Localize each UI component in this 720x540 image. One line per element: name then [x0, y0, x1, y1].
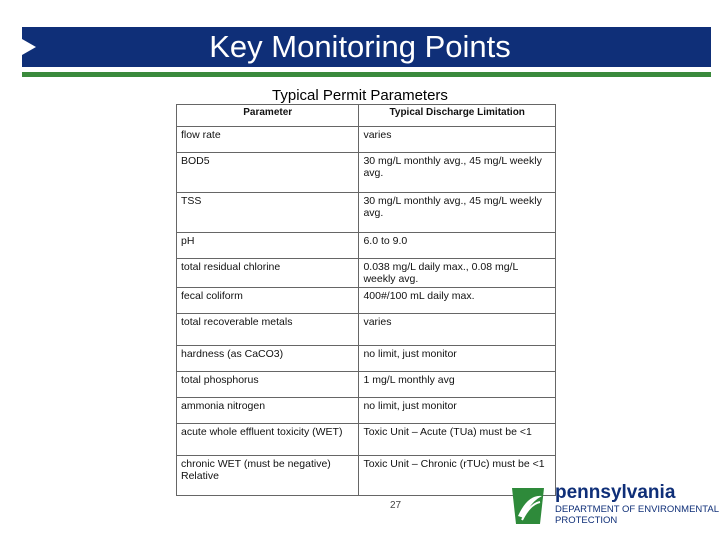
limit-cell: 30 mg/L monthly avg., 45 mg/L weekly avg.	[359, 153, 556, 193]
logo-dept-line2: PROTECTION	[555, 515, 618, 526]
parameter-cell: acute whole effluent toxicity (WET)	[177, 424, 359, 456]
limit-cell: no limit, just monitor	[359, 398, 556, 424]
accent-rule	[22, 72, 711, 77]
header-parameter: Parameter	[177, 105, 359, 127]
logo-department	[555, 504, 719, 526]
logo-dept-line1: DEPARTMENT OF ENVIRONMENTAL	[555, 504, 719, 515]
parameter-cell: hardness (as CaCO3)	[177, 346, 359, 372]
table-row	[177, 424, 556, 456]
limit-cell: 1 mg/L monthly avg	[359, 372, 556, 398]
header-limitation: Typical Discharge Limitation	[359, 105, 556, 127]
limit-cell: 400#/100 mL daily max.	[359, 288, 556, 314]
limit-cell: Toxic Unit – Acute (TUa) must be <1	[359, 424, 556, 456]
table-row	[177, 233, 556, 259]
parameter-cell: total recoverable metals	[177, 314, 359, 346]
table-row	[177, 346, 556, 372]
limit-cell: Toxic Unit – Chronic (rTUc) must be <1	[359, 456, 556, 496]
limit-cell: 0.038 mg/L daily max., 0.08 mg/L weekly avg.	[359, 259, 556, 288]
parameter-cell: total residual chlorine	[177, 259, 359, 288]
limit-cell: 6.0 to 9.0	[359, 233, 556, 259]
page-number: 27	[390, 500, 402, 511]
parameter-cell: flow rate	[177, 127, 359, 153]
limit-cell: 30 mg/L monthly avg., 45 mg/L weekly avg.	[359, 193, 556, 233]
parameter-cell: chronic WET (must be negative) Relative	[177, 456, 359, 496]
table-row	[177, 288, 556, 314]
pennsylvania-keystone-logo-icon	[508, 486, 548, 526]
parameter-cell: TSS	[177, 193, 359, 233]
table-row	[177, 193, 556, 233]
table-row	[177, 372, 556, 398]
limit-cell: varies	[359, 314, 556, 346]
pa-dep-logo	[508, 482, 719, 530]
table-row	[177, 398, 556, 424]
table-row	[177, 153, 556, 193]
table-header-row	[177, 105, 556, 127]
logo-wordmark: pennsylvania	[555, 482, 676, 503]
slide-title: Key Monitoring Points	[209, 29, 511, 64]
table-row	[177, 456, 556, 496]
table-row	[177, 127, 556, 153]
limit-cell: no limit, just monitor	[359, 346, 556, 372]
parameter-cell: BOD5	[177, 153, 359, 193]
parameter-cell: total phosphorus	[177, 372, 359, 398]
parameter-cell: fecal coliform	[177, 288, 359, 314]
table-row	[177, 314, 556, 346]
limit-cell: varies	[359, 127, 556, 153]
parameter-cell: pH	[177, 233, 359, 259]
table-row	[177, 259, 556, 288]
parameter-cell: ammonia nitrogen	[177, 398, 359, 424]
permit-parameters-table	[176, 104, 556, 496]
table-caption: Typical Permit Parameters	[272, 87, 448, 104]
